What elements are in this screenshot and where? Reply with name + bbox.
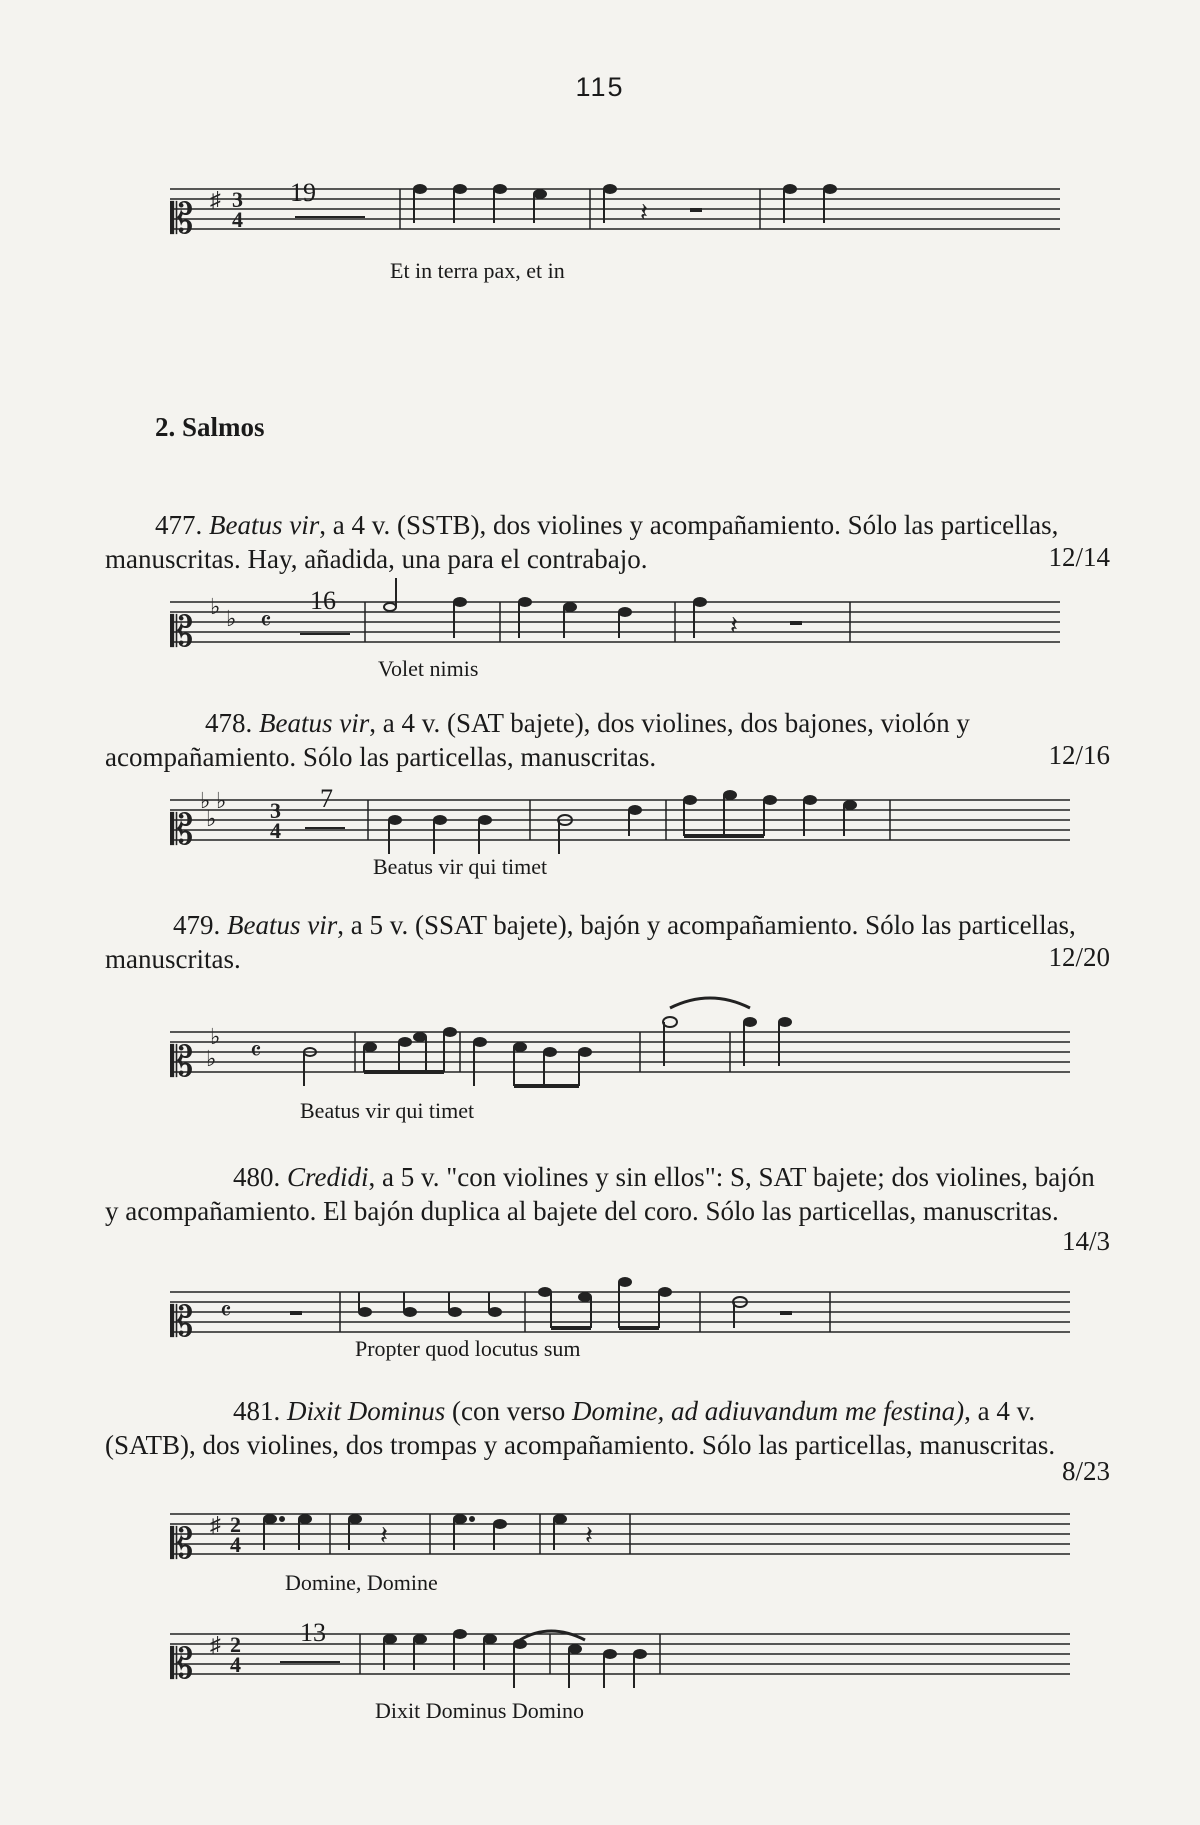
entry-title: Beatus vir xyxy=(259,708,370,738)
catalog-entry xyxy=(105,908,1105,976)
svg-text:♭: ♭ xyxy=(216,788,227,813)
svg-text:𝄡: 𝄡 xyxy=(170,194,194,243)
entry-description: , a 5 v. "con violines y sin ellos": S, SAT bajete; dos violines, bajón y acompañamiento. El bajón duplica al bajete del coro. Sólo las particellas, manuscritas. xyxy=(105,1162,1095,1226)
entry-title: Dixit Dominus xyxy=(287,1396,446,1426)
incipit-lyrics: Et in terra pax, et in xyxy=(390,258,565,283)
incipit-lyrics: Propter quod locutus sum xyxy=(355,1336,581,1361)
svg-text:3: 3 xyxy=(270,798,281,823)
page-number: 115 xyxy=(575,72,625,102)
entry-reference: 12/14 xyxy=(1048,542,1110,572)
svg-text:♭: ♭ xyxy=(206,806,217,831)
staff-lines xyxy=(170,1510,1070,1570)
svg-text:4: 4 xyxy=(232,207,243,232)
svg-text:♭: ♭ xyxy=(226,606,237,631)
entry-description-pre: (con verso xyxy=(445,1396,572,1426)
entry-reference: 12/20 xyxy=(1048,942,1110,972)
entry-number: 481. xyxy=(233,1396,281,1426)
entry-title: Beatus vir xyxy=(209,510,320,540)
svg-text:𝄴: 𝄴 xyxy=(250,1037,262,1066)
entry-reference: 12/16 xyxy=(1048,740,1110,770)
entry-title: Beatus vir xyxy=(227,910,338,940)
entry-description: , a 4 v. (SSTB), dos violines y acompañamiento. Sólo las particellas, manuscritas. Hay, añadida, una para el contrabajo. xyxy=(105,510,1059,574)
measure-number: 7 xyxy=(320,784,333,813)
svg-text:2: 2 xyxy=(230,1512,241,1537)
measure-number: 16 xyxy=(310,586,336,615)
svg-text:𝄽: 𝄽 xyxy=(585,1521,593,1550)
svg-text:𝄽: 𝄽 xyxy=(730,611,738,640)
svg-text:3: 3 xyxy=(232,187,243,212)
svg-text:♯: ♯ xyxy=(210,187,221,212)
staff-lines xyxy=(170,1288,1070,1348)
entry-number: 478. xyxy=(205,708,253,738)
svg-text:4: 4 xyxy=(230,1532,241,1557)
svg-text:♭: ♭ xyxy=(210,594,221,619)
catalog-entry xyxy=(105,1160,1105,1228)
svg-text:𝄡: 𝄡 xyxy=(170,610,194,656)
catalog-entry xyxy=(105,706,1105,774)
entry-reference: 8/23 xyxy=(1061,1456,1110,1486)
svg-text:♭: ♭ xyxy=(206,1046,217,1071)
svg-text:♯: ♯ xyxy=(210,1632,221,1657)
incipit-lyrics: Domine, Domine xyxy=(285,1570,438,1595)
measure-number: 19 xyxy=(290,178,316,207)
entry-description: , a 4 v. (SAT bajete), dos violines, dos bajones, violón y acompañamiento. Sólo las particellas, manuscritas. xyxy=(105,708,970,772)
incipit-lyrics: Beatus vir qui timet xyxy=(300,1098,475,1123)
music-staff xyxy=(170,1024,1070,1088)
entry-title: Credidi xyxy=(287,1162,369,1192)
incipit-lyrics: Beatus vir qui timet xyxy=(373,854,548,879)
entry-reference: 14/3 xyxy=(1061,1226,1110,1256)
svg-text:𝄴: 𝄴 xyxy=(260,607,272,636)
entry-subtitle: Domine, ad adiuvandum me festina) xyxy=(571,1396,965,1426)
measure-number: 13 xyxy=(300,1618,326,1647)
entry-description: , a 4 v. (SATB), dos violines, dos trompas y acompañamiento. Sólo las particellas, manuscritas. xyxy=(105,1396,1056,1460)
staff-lines xyxy=(170,1024,1070,1088)
svg-text:𝄡: 𝄡 xyxy=(170,1040,194,1086)
music-staff xyxy=(170,1288,1070,1348)
catalog-entry xyxy=(105,1394,1105,1462)
staff-lines xyxy=(170,788,1070,856)
svg-text:2: 2 xyxy=(230,1632,241,1657)
svg-text:𝄽: 𝄽 xyxy=(380,1521,388,1550)
svg-text:𝄡: 𝄡 xyxy=(170,1300,194,1346)
svg-text:𝄽: 𝄽 xyxy=(640,198,648,227)
music-staff xyxy=(170,1510,1070,1570)
section-heading: 2. Salmos xyxy=(155,412,265,442)
svg-text:♭: ♭ xyxy=(200,788,211,813)
music-staff xyxy=(170,594,1070,658)
staff-lines xyxy=(170,594,1070,658)
catalog-entry xyxy=(105,508,1105,576)
incipit-lyrics: Dixit Dominus Domino xyxy=(375,1698,585,1723)
incipit-lyrics: Volet nimis xyxy=(378,656,479,681)
svg-text:♭: ♭ xyxy=(210,1024,221,1049)
entry-number: 479. xyxy=(173,910,221,940)
svg-text:4: 4 xyxy=(270,818,281,843)
music-staff xyxy=(170,788,1070,856)
entry-number: 477. xyxy=(155,510,203,540)
svg-text:♯: ♯ xyxy=(210,1512,221,1537)
entry-description: , a 5 v. (SSAT bajete), bajón y acompañamiento. Sólo las particellas, manuscritas. xyxy=(105,910,1076,974)
svg-text:𝄡: 𝄡 xyxy=(170,1642,194,1688)
svg-text:𝄴: 𝄴 xyxy=(220,1297,232,1326)
entry-number: 480. xyxy=(233,1162,281,1192)
svg-text:𝄡: 𝄡 xyxy=(170,808,194,854)
svg-text:4: 4 xyxy=(230,1652,241,1677)
svg-text:𝄡: 𝄡 xyxy=(170,1522,194,1568)
